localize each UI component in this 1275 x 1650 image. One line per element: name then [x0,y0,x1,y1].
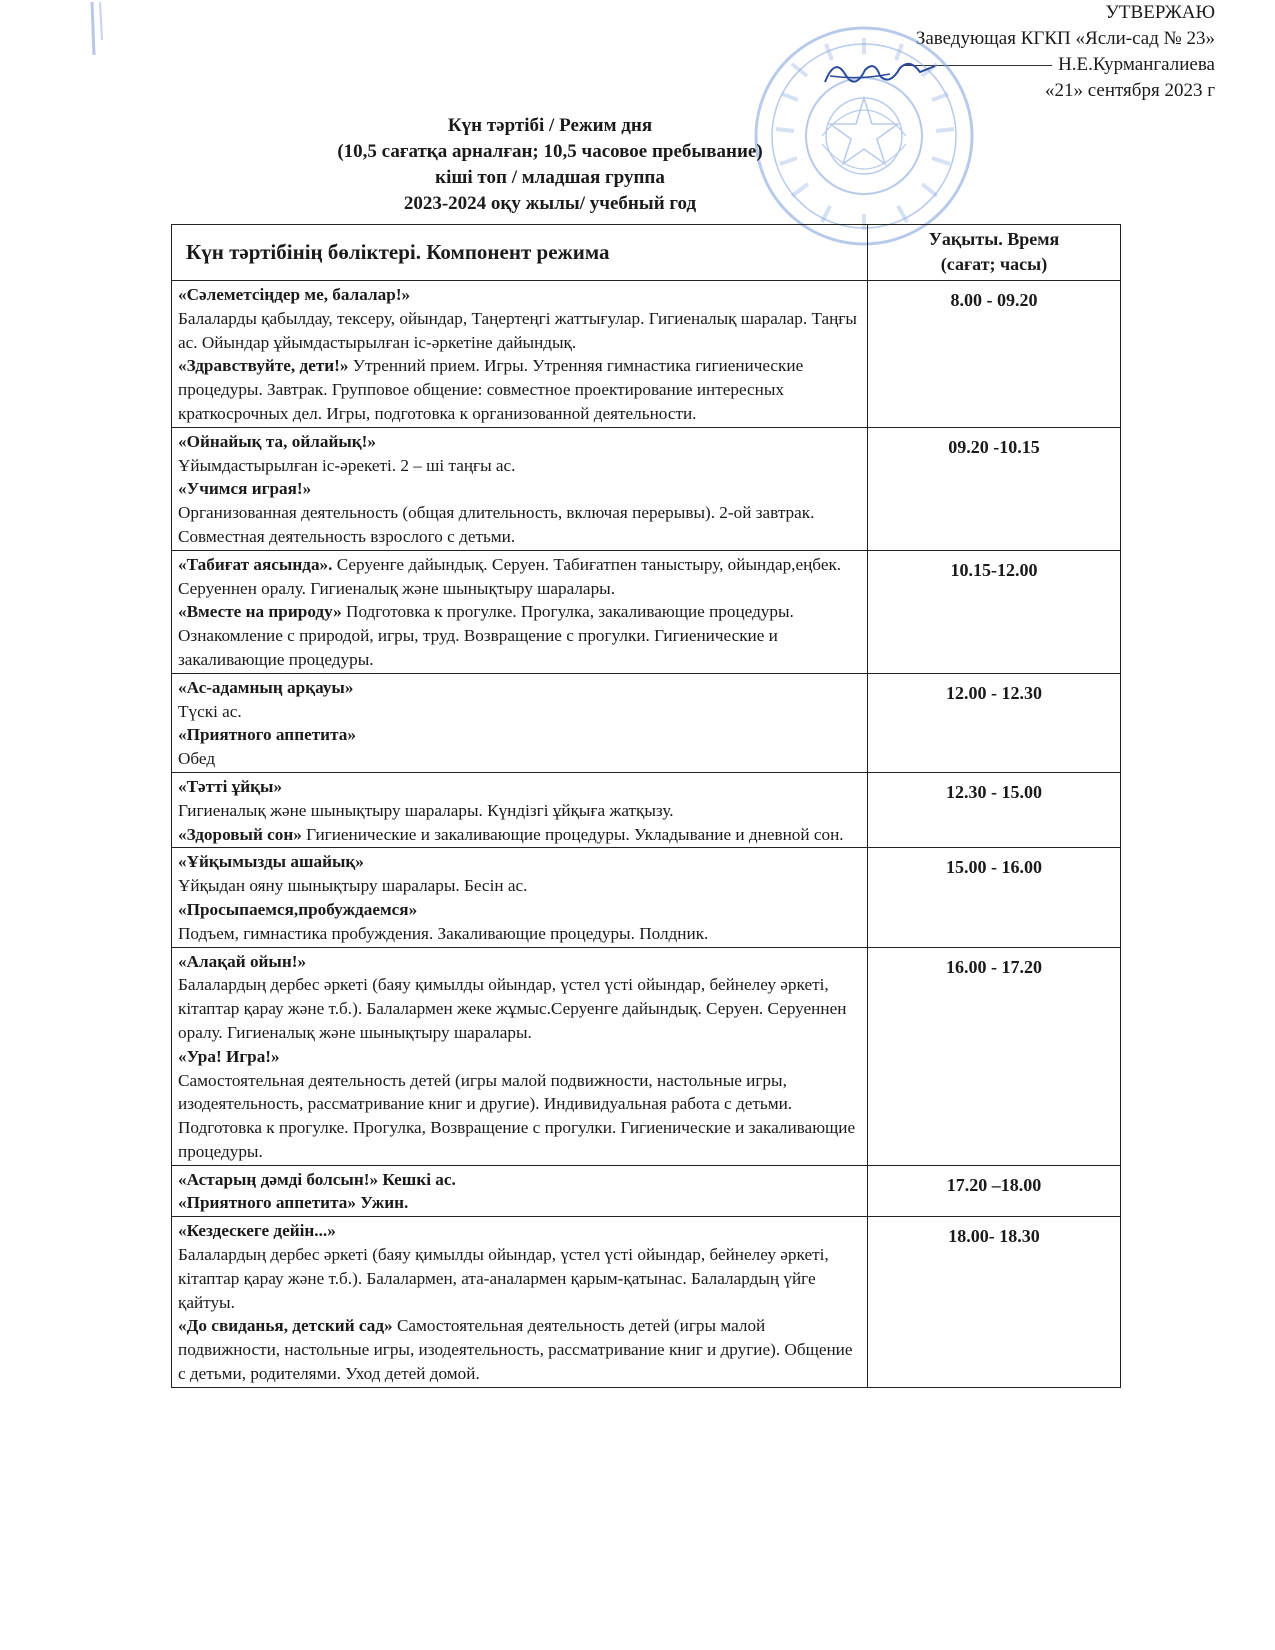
kz-title: «Ұйқымызды ашайық» [178,852,364,872]
schedule-table [171,224,1121,1388]
component-cell [172,281,868,428]
kz-text: Балалардың дербес әркеті (баяу қимылды ойындар, үстел үсті ойындар, бейнелеу әркеті, кітаптар қарау және т.б.). Балалармен, ата-аналармен қарым-қатынас. Балалардың үйге қайтуы. [178,1245,829,1312]
header-time-line-2: (сағат; часы) [940,254,1048,274]
header-time [868,225,1121,281]
ru-title: «До свиданья, детский сад» [178,1316,393,1336]
time-cell: 17.20 –18.00 [868,1165,1121,1217]
kz-title: «Табиғат аясында». [178,554,333,574]
kz-text: Балаларды қабылдау, тексеру, ойындар, Таңертеңгі жаттығулар. Гигиеналық шаралар. Таңғы ас. Ойындар ұйымдастырылған іс-әркетіне дайындық. [178,308,857,352]
component-cell [172,673,868,772]
ru-text: Обед [178,749,216,769]
ru-text: Организованная деятельность (общая длительность, включая перерывы). 2-ой завтрак. Совместная деятельность взрослого с детьми. [178,503,815,546]
time-cell: 12.30 - 15.00 [868,772,1121,847]
kz-text: Ұйымдастырылған іс-әрекеті. 2 – ші таңғы ас. [178,455,516,475]
kz-text: Гигиеналық және шынықтыру шаралары. Күндізгі ұйқыға жатқызу. [178,800,674,820]
table-row [172,1217,1121,1388]
kz-title: «Астарың дәмді болсын!» Кешкі ас. [178,1169,456,1189]
table-row [172,281,1121,428]
time-cell: 10.15-12.00 [868,550,1121,673]
component-cell [172,427,868,550]
ru-text: Самостоятельная деятельность детей (игры малой подвижности, настольные игры, изодеятельность, рассматривание книг и другие). Общение с детьми, родителями. Уход детей домой. [178,1316,853,1384]
ru-title: «Просыпаемся,пробуждаемся» [178,899,418,919]
time-cell: 12.00 - 12.30 [868,673,1121,772]
component-cell [172,772,868,847]
ru-title: «Учимся играя!» [178,479,312,499]
title-line-4: 2023-2024 оқу жылы/ учебный год [403,193,697,214]
title-line-2: (10,5 сағатқа арналған; 10,5 часовое пребывание) [337,141,763,162]
table-row [172,550,1121,673]
kz-title: «Ас-адамның арқауы» [178,677,354,697]
component-cell [172,1217,868,1388]
signature-line [902,65,1052,66]
kz-text: Серуенге дайындық. Серуен. Табиғатпен таныстыру, ойындар,еңбек. Серуеннен оралу. Гигиеналық және шынықтыру шаралары. [178,554,842,598]
ru-text: Подъем, гимнастика пробуждения. Закаливающие процедуры. Полдник. [178,923,709,943]
approval-heading: УТВЕРЖАЮ [1105,2,1215,23]
table-row [172,427,1121,550]
ru-title: «Вместе на природу» [178,602,342,622]
table-row [172,673,1121,772]
component-cell [172,1165,868,1217]
component-cell [172,848,868,947]
time-cell: 16.00 - 17.20 [868,947,1121,1165]
kz-text: Ұйқыдан ояну шынықтыру шаралары. Бесін ас. [178,876,528,896]
component-cell [172,947,868,1165]
table-header-row [172,225,1121,281]
header-component: Күн тәртібінің бөліктері. Компонент режима [172,225,868,281]
time-cell: 18.00- 18.30 [868,1217,1121,1388]
ru-title: «Здравствуйте, дети!» [178,356,349,376]
document-title [150,113,950,217]
ru-text: Подготовка к прогулке. Прогулка, закаливающие процедуры. Ознакомление с природой, игры, труд. Возвращение с прогулки. Гигиенические и закаливающие процедуры. [178,602,794,669]
kz-title: «Ойнайық та, ойлайық!» [178,431,377,451]
ru-text: Самостоятельная деятельность детей (игры малой подвижности, настольные игры, изодеятельность, рассматривание книг и другие). Индивидуальная работа с детьми. Подготовка к прогулке. Прогулка, Возвращение с прогулки. Гигиенические и закаливающие процедуры. [178,1070,856,1161]
approval-name: Н.Е.Курмангалиева [1058,54,1215,75]
ru-title: «Приятного аппетита» Ужин. [178,1193,409,1213]
kz-title: «Сәлеметсіңдер ме, балалар!» [178,285,411,304]
approval-block [902,0,1215,104]
ru-text: Гигиенические и закаливающие процедуры. Укладывание и дневной сон. [306,824,844,844]
ru-title: «Здоровый сон» [178,824,302,844]
title-line-1: Күн тәртібі / Режим дня [447,115,653,136]
component-cell [172,550,868,673]
kz-title: «Кездескеге дейін...» [178,1221,336,1241]
time-cell: 09.20 -10.15 [868,427,1121,550]
approval-position: Заведующая КГКП «Ясли-сад № 23» [915,28,1215,49]
ru-title: «Приятного аппетита» [178,725,356,745]
header-time-line-1: Уақыты. Время [928,229,1060,249]
table-row [172,947,1121,1165]
ru-text: Утренний прием. Игры. Утренняя гимнастика гигиенические процедуры. Завтрак. Групповое общение: совместное проектирование интересных краткосрочных дел. Игры, подготовка к организованной деятельности. [178,356,804,423]
table-row [172,772,1121,847]
time-cell: 8.00 - 09.20 [868,281,1121,428]
ru-title: «Ура! Игра!» [178,1046,280,1066]
time-cell: 15.00 - 16.00 [868,848,1121,947]
title-line-3: кіші топ / младшая группа [435,167,665,188]
approval-date: «21» сентября 2023 г [1044,80,1215,101]
margin-mark [88,0,108,60]
kz-title: «Алақай ойын!» [178,951,307,971]
table-row [172,848,1121,947]
table-row [172,1165,1121,1217]
kz-title: «Тәтті ұйқы» [178,776,283,796]
kz-text: Балалардың дербес әркеті (баяу қимылды ойындар, үстел үсті ойындар, бейнелеу әркеті, кітаптар қарау және т.б.). Балалармен жеке жұмыс.Серуенге дайындық. Серуен. Серуеннен оралу. Гигиеналық және шынықтыру шаралары. [178,975,847,1042]
kz-text: Түскі ас. [178,701,242,721]
